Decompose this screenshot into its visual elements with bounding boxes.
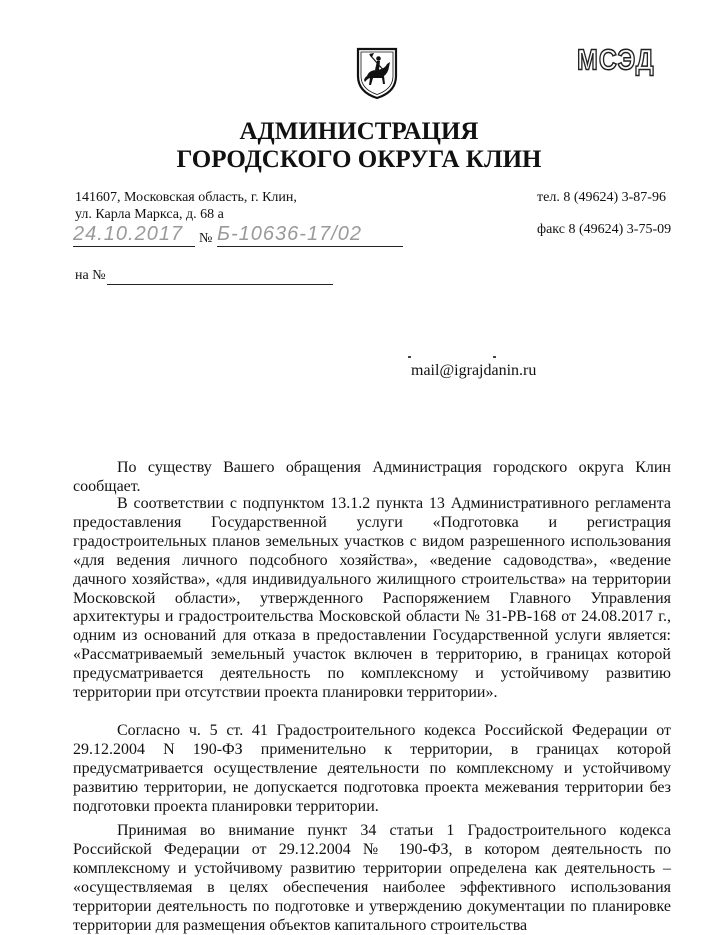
paragraph-code-article41: Согласно ч. 5 ст. 41 Градостроительного кодекса Российской Федерации от 29.12.2004 N 190-ФЗ применительно к территории, в границах которой предусматривается осуществление деятельности по комплексному и устойчивому развитию территории, не допускается подготовка проекта межевания территории без подготовки проекта планировки территории. bbox=[73, 722, 671, 815]
handwritten-date: 24.10.2017 bbox=[73, 223, 195, 247]
number-label: № bbox=[199, 231, 213, 246]
scan-mark bbox=[493, 356, 496, 358]
phone-number: тел. 8 (49624) 3-87-96 bbox=[537, 190, 666, 205]
reply-reference bbox=[75, 268, 106, 284]
scan-mark bbox=[408, 356, 411, 358]
fax-number: факс 8 (49624) 3-75-09 bbox=[537, 222, 672, 237]
paragraph-regulation: В соответствии с подпунктом 13.1.2 пункта 13 Административного регламента предоставления Государственной услуги «Подготовка и регистрация градостроительных планов земельных участков с видом разрешенного использования «для ведения личного подсобного хозяйства», «ведение садоводства», «ведение дачного хозяйства», «для индивидуального жилищного строительства» на территории Московской области», утвержденного Распоряжением Главного Управления архитектуры и градостроительства Московской области № 31-РВ-168 от 24.08.2017 г., одним из оснований для отказа в предоставлении Государственной услуги является: «Рассматриваемый земельный участок включен в территорию, в границах которой предусматривается деятельность по комплексному и устойчивому развитию территории при отсутствии проекта планировки территории». bbox=[73, 495, 671, 702]
address-line1: 141607, Московская область, г. Клин, bbox=[75, 190, 297, 205]
paragraph-code-article1: Принимая во внимание пункт 34 статьи 1 Градостроительного кодекса Российской Федерации от 29.12.2004 № 190-ФЗ, в котором деятельность по комплексному и устойчивому развитию территории определена как деятельность – «осуществляемая в целях обеспечения наиболее эффективного использования территории деятельность по подготовке и утверждению документации по планировке территории для размещения объектов капитального строительства bbox=[73, 822, 671, 934]
reply-label: на № bbox=[75, 268, 106, 283]
org-title-line1: АДМИНИСТРАЦИЯ bbox=[239, 118, 479, 145]
msed-stamp: МСЭД bbox=[577, 44, 655, 77]
coat-of-arms-emblem bbox=[355, 46, 399, 100]
handwritten-number: Б-10636-17/02 bbox=[217, 223, 403, 247]
horseman-shield-icon bbox=[355, 46, 399, 100]
paragraph-intro: По существу Вашего обращения Администрация городского округа Клин сообщает. bbox=[73, 459, 671, 495]
address-line2: ул. Карла Маркса, д. 68 а bbox=[75, 207, 224, 222]
recipient-email: mail@igrajdanin.ru bbox=[411, 362, 537, 379]
reply-number-underline bbox=[107, 284, 333, 285]
org-title-line2: ГОРОДСКОГО ОКРУГА КЛИН bbox=[176, 146, 542, 173]
registration-line bbox=[73, 223, 403, 251]
